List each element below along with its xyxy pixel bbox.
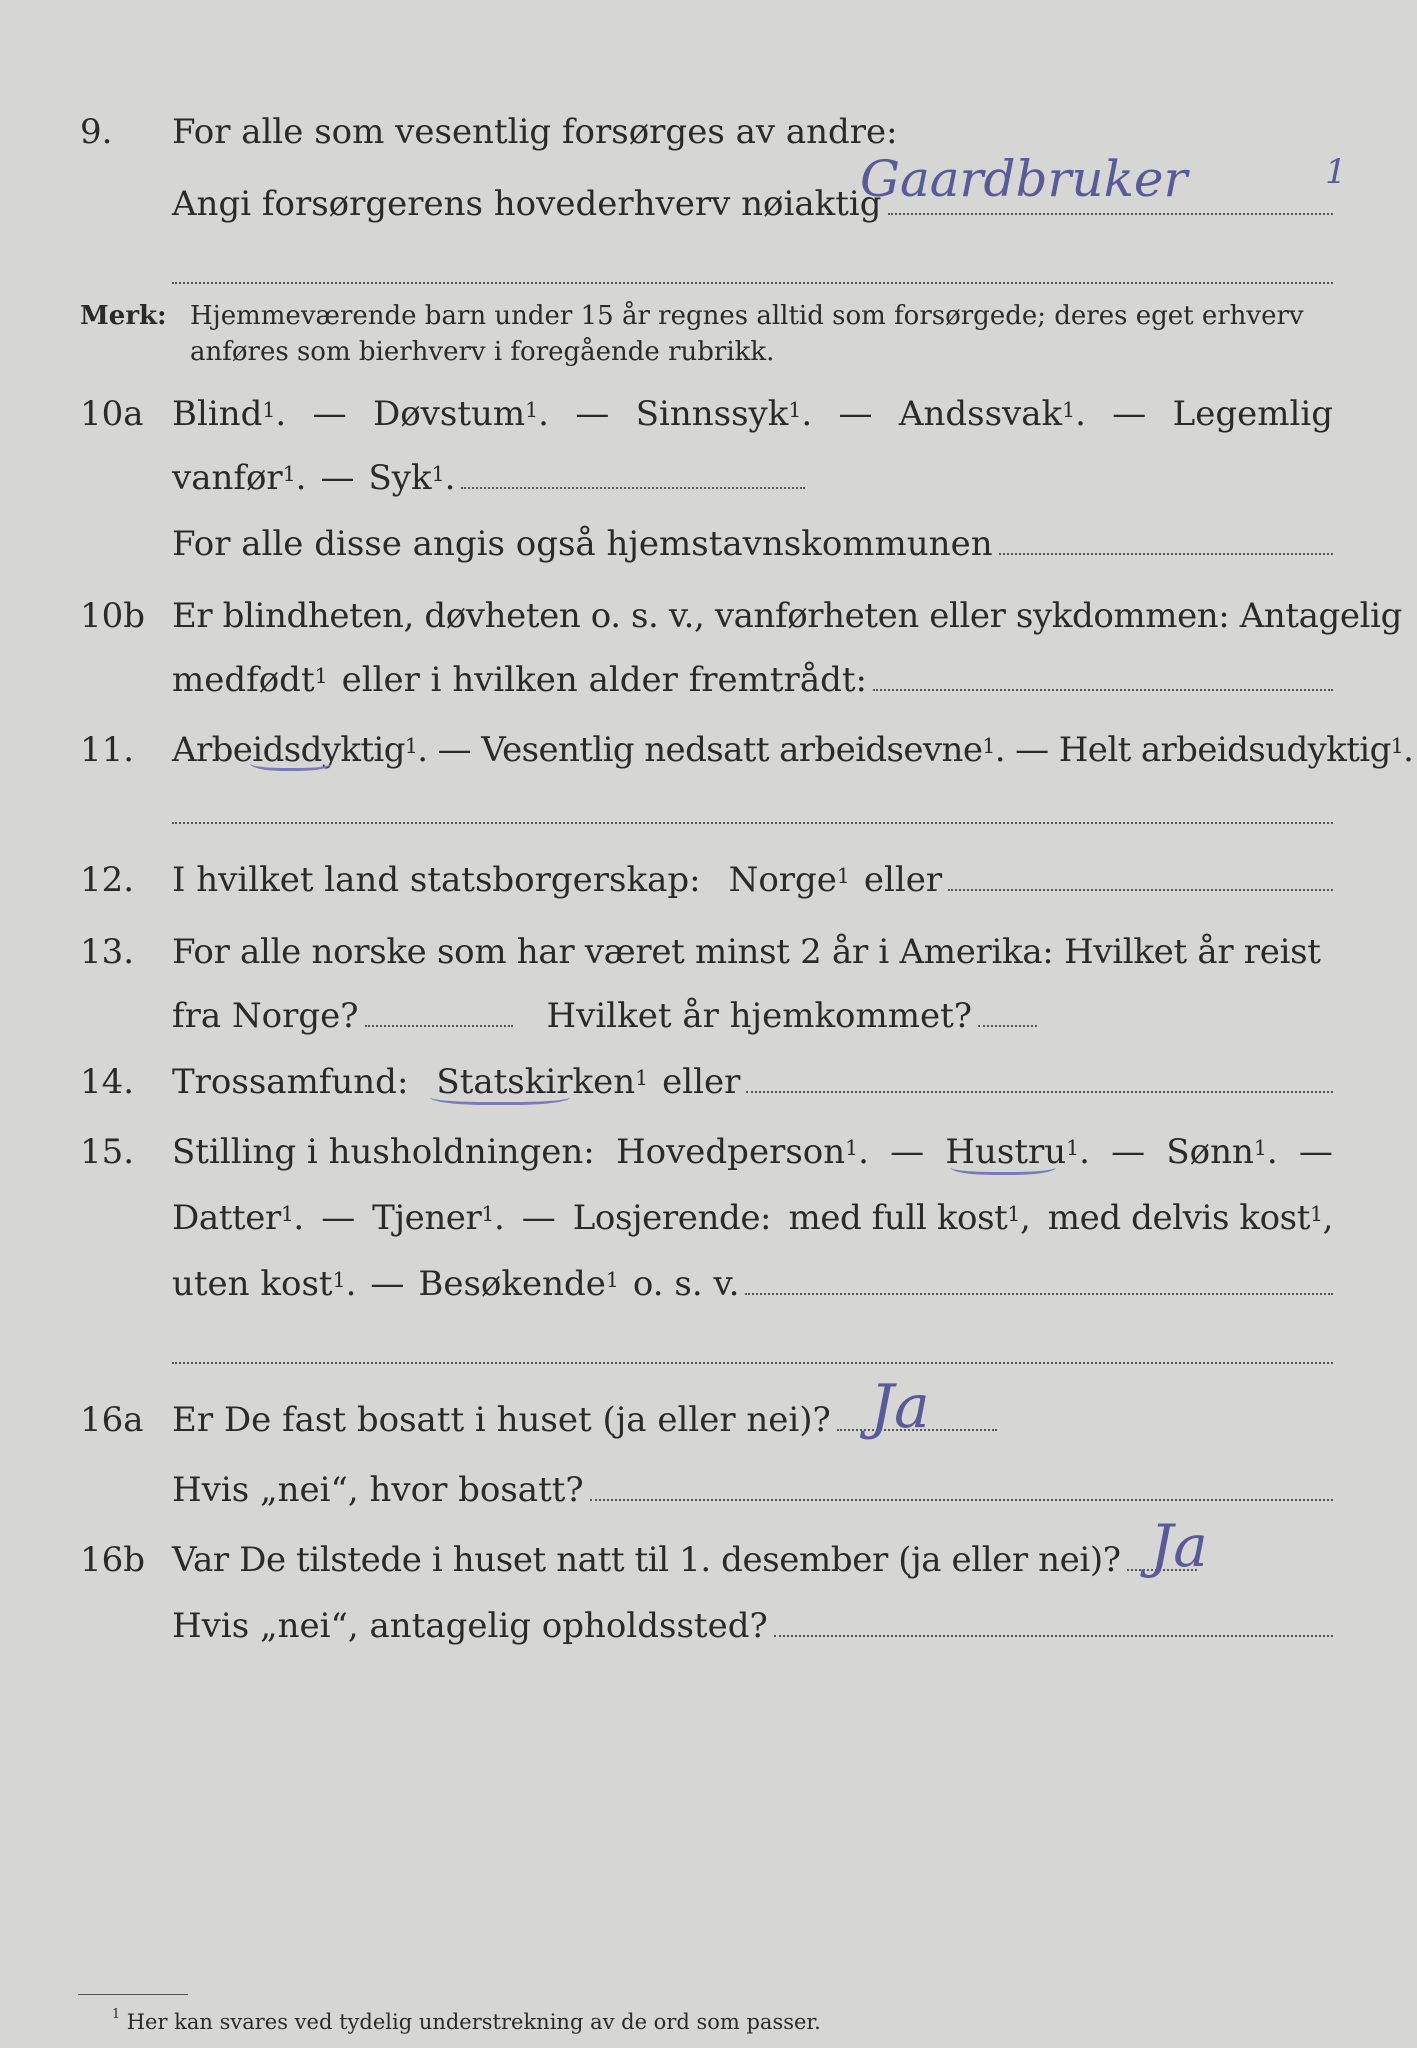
merk-line1: Hjemmeværende barn under 15 år regnes alltid som forsørgede; deres eget erhverv [190,301,1304,331]
merk-line2: anføres som bierhverv i foregående rubrikk. [190,337,775,367]
q10b-text1: Er blindheten, døvheten o. s. v., vanførheten eller sykdommen: Antagelig [172,596,1402,636]
q13-number: 13. [80,932,135,972]
q10a-text3: For alle disse angis også hjemstavnskommunen [172,524,993,564]
q13-text2b: Hvilket år hjemkommet? [546,996,973,1036]
dash: — [575,394,610,434]
q15-hand-underline [950,1156,1056,1175]
q13-text1: For alle norske som har været minst 2 år i Amerika: Hvilket år reist [172,932,1321,972]
dash: — [1111,1132,1146,1172]
q13-text2a: fra Norge? [172,996,359,1036]
q11-extra-line[interactable] [172,822,1333,824]
footnote-text: Her kan svares ved tydelig understrekning av de ord som passer. [126,2010,821,2034]
q9-text2: Angi forsørgerens hovederhverv nøiaktig [172,184,882,224]
q11-hand-underline [250,752,332,771]
opt-datter[interactable]: Datter$^1$. [172,1198,304,1238]
opt-nedsatt[interactable]: . — Vesentlig nedsatt arbeidsevne$^1$ [417,730,995,770]
opt-tjener[interactable]: Tjener$^1$. [372,1198,505,1238]
q9-extra-line[interactable] [172,282,1333,284]
q16b-text2: Hvis „nei“, antagelig opholdssted? [172,1606,768,1646]
q14-text: Trossamfund: [172,1062,409,1102]
q15-losjerende: Losjerende: [572,1198,772,1238]
q16b-opphold-line[interactable] [774,1611,1333,1637]
q10b-text2: eller i hvilken alder fremtrådt: [341,660,867,700]
dash: — [320,458,355,498]
q16a-text1: Er De fast bosatt i huset (ja eller nei)? [172,1400,831,1440]
q15-number: 15. [80,1132,135,1172]
q10a-syk-line[interactable] [461,463,805,489]
q13-hjemkommet-line[interactable] [978,1001,1037,1027]
opt-norge[interactable]: Norge$^1$ [728,860,850,900]
q10a-number: 10a [80,394,144,434]
dash: — [321,1198,355,1238]
opt-besokende[interactable]: Besøkende$^1$ [418,1264,619,1304]
q14-number: 14. [80,1062,135,1102]
q12-eller: eller [863,860,943,900]
q16b-number: 16b [80,1540,146,1580]
merk-label: Merk: [80,301,167,331]
q11-number: 11. [80,730,135,770]
opt-delvis-kost[interactable]: med delvis kost$^1$, [1047,1198,1333,1238]
dash: — [370,1264,405,1304]
q15-answer-line[interactable] [745,1269,1333,1295]
q12-text: I hvilket land statsborgerskap: [172,860,701,900]
dash: — [521,1198,556,1238]
q16a-bosatt-line[interactable] [590,1475,1333,1501]
q16a-handwritten-answer: Ja [870,1372,930,1442]
q14-hand-underline [430,1086,570,1105]
opt-sinnssyk[interactable]: Sinnssyk$^1$. [635,394,813,434]
q9-handwritten-mark: 1 [1325,152,1347,192]
q16b-text1: Var De tilstede i huset natt til 1. desember (ja eller nei)? [172,1540,1121,1580]
q9-handwritten-answer: Gaardbruker [860,150,1188,208]
opt-statskirken[interactable]: Statskirken$^1$ [436,1062,649,1102]
q13-reist-line[interactable] [365,1001,513,1027]
footnote-mark: 1 [112,2006,121,2021]
dash: — [838,394,873,434]
opt-full-kost[interactable]: med full kost$^1$, [788,1198,1031,1238]
opt-hustru[interactable]: Hustru$^1$. [945,1132,1090,1172]
q10a-kommune-line[interactable] [999,529,1333,555]
q16a-number: 16a [80,1400,144,1440]
opt-medfodt[interactable]: medfødt$^1$ [172,660,328,700]
opt-vanfor[interactable]: vanfør$^1$. [172,458,307,498]
dash: — [890,1132,925,1172]
q15-extra-line[interactable] [172,1362,1333,1364]
q12-answer-line[interactable] [948,865,1333,891]
opt-syk[interactable]: Syk$^1$. [368,458,456,498]
q12-number: 12. [80,860,135,900]
q15-text1: Stilling i husholdningen: [172,1132,595,1172]
opt-udyktig[interactable]: . — Helt arbeidsudyktig$^1$. [994,730,1414,770]
opt-blind[interactable]: Blind$^1$. [172,394,287,434]
opt-dovstum[interactable]: Døvstum$^1$. [372,394,549,434]
q14-answer-line[interactable] [746,1067,1333,1093]
q14-eller: eller [662,1062,741,1102]
q9-number: 9. [80,112,113,152]
footnote-rule [78,1994,188,1995]
opt-uten-kost[interactable]: uten kost$^1$. [172,1264,357,1304]
dash: — [1112,394,1147,434]
q10b-answer-line[interactable] [873,665,1333,691]
q16b-handwritten-answer: Ja [1150,1512,1208,1580]
q10b-number: 10b [80,596,146,636]
q15-osv: o. s. v. [632,1264,740,1304]
q16a-text2: Hvis „nei“, hvor bosatt? [172,1470,584,1510]
dash: — [1298,1132,1333,1172]
opt-andssvak[interactable]: Andssvak$^1$. [898,394,1086,434]
opt-hovedperson[interactable]: Hovedperson$^1$. [615,1132,869,1172]
opt-arbeidsdyktig[interactable]: Arbeidsdyktig$^1$ [172,730,418,770]
footnote [112,2006,821,2034]
opt-sonn[interactable]: Sønn$^1$. [1166,1132,1278,1172]
q9-text1: For alle som vesentlig forsørges av andre: [172,112,898,152]
opt-legemlig[interactable]: Legemlig [1172,394,1333,434]
dash: — [312,394,347,434]
